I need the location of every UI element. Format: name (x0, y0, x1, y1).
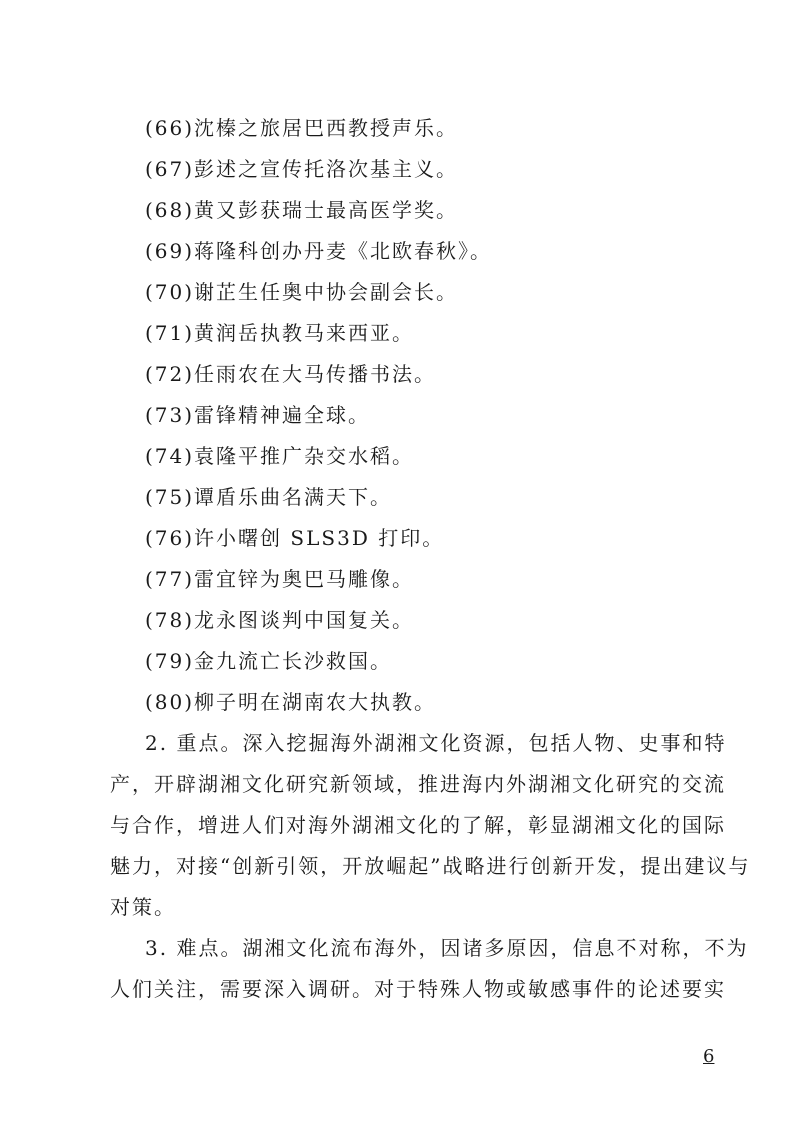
achievement-list (145, 108, 725, 723)
list-item: (75)谭盾乐曲名满天下。 (145, 485, 393, 509)
list-item: (77)雷宜锌为奥巴马雕像。 (145, 567, 415, 591)
paragraph-line: 人们关注，需要深入调研。对于特殊人物或敏感事件的论述要实 (110, 977, 726, 1001)
list-item: (71)黄润岳执教马来西亚。 (145, 321, 415, 345)
list-item: (79)金九流亡长沙救国。 (145, 649, 393, 673)
list-item: (70)谢芷生任奥中协会副会长。 (145, 280, 459, 304)
key-points-paragraph (110, 723, 751, 928)
list-item: (68)黄又彭获瑞士最高医学奖。 (145, 198, 459, 222)
list-item: (74)袁隆平推广杂交水稻。 (145, 444, 415, 468)
list-item: (67)彭述之宣传托洛次基主义。 (145, 157, 459, 181)
list-item: (66)沈榛之旅居巴西教授声乐。 (145, 116, 459, 140)
list-item: (69)蒋隆科创办丹麦《北欧春秋》。 (145, 239, 493, 263)
page-number: 6 (703, 1046, 715, 1067)
list-item: (80)柳子明在湖南农大执教。 (145, 690, 437, 714)
list-item: (78)龙永图谈判中国复关。 (145, 608, 415, 632)
paragraph-line: 对策。 (110, 895, 176, 919)
difficulties-paragraph (110, 928, 749, 1010)
list-item: (76)许小曙创 SLS3D 打印。 (145, 526, 445, 550)
list-item: (73)雷锋精神遍全球。 (145, 403, 371, 427)
list-item: (72)任雨农在大马传播书法。 (145, 362, 437, 386)
paragraph-line: 与合作，增进人们对海外湖湘文化的了解，彰显湖湘文化的国际 (110, 813, 726, 837)
paragraph-line: 产，开辟湖湘文化研究新领域，推进海内外湖湘文化研究的交流 (110, 772, 726, 796)
paragraph-line: 3. 难点。湖湘文化流布海外，因诸多原因，信息不对称，不为 (145, 936, 749, 960)
paragraph-line: 魅力，对接“创新引领，开放崛起”战略进行创新开发，提出建议与 (110, 854, 751, 878)
paragraph-line: 2. 重点。深入挖掘海外湖湘文化资源，包括人物、史事和特 (145, 731, 727, 755)
